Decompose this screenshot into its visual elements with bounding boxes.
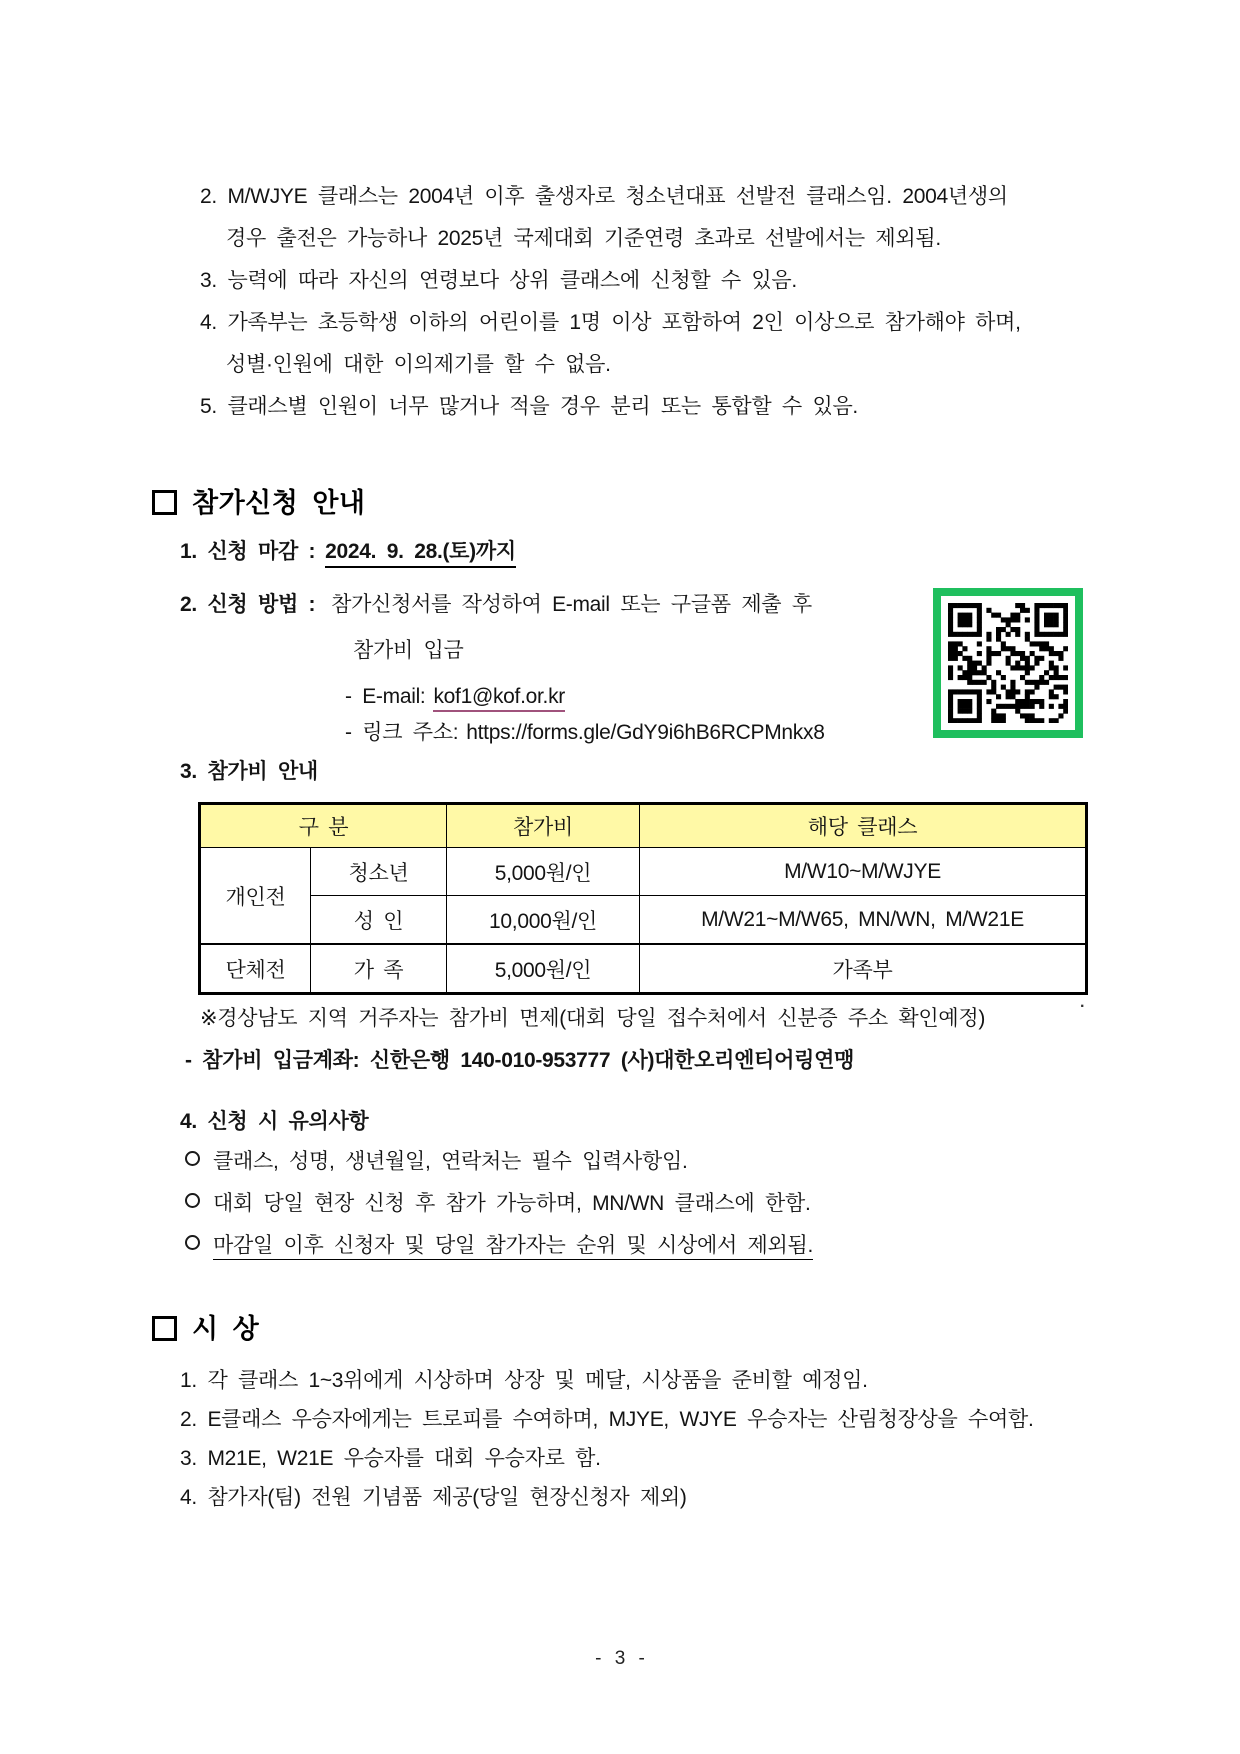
fee-table-cell-fee: 5,000원/인 [447,944,640,994]
fee-table-header-classes: 해당 클래스 [640,804,1087,848]
fee-table-cell-classes: M/W10~M/WJYE [640,848,1087,896]
qr-code-pattern [948,603,1068,723]
section-checkbox-icon [152,490,177,515]
page-number: - 3 - [595,1648,645,1669]
fee-section-title: 3. 참가비 안내 [180,760,318,783]
application-section-title: 참가신청 안내 [192,488,366,518]
method-label: 2. 신청 방법 : [180,593,316,616]
fee-table-cell-classes: M/W21~M/W65, MN/WN, M/W21E [640,896,1087,945]
deadline-label: 1. 신청 마감 : [180,540,316,563]
intro-item-4-line-2: 성별·인원에 대한 이의제기를 할 수 없음. [226,353,611,376]
caution-item-1 [185,1147,688,1177]
email-link[interactable]: kof1@kof.or.kr [433,685,565,712]
fee-table-group-individual: 개인전 [200,848,311,945]
deadline-line [180,537,516,567]
method-text: 참가신청서를 작성하여 E-mail 또는 구글폼 제출 후 [331,593,812,616]
fee-table-header-category: 구 분 [200,804,447,848]
award-item-1: 1. 각 클래스 1~3위에게 시상하며 상장 및 메달, 시상품을 준비할 예정임. [180,1369,868,1392]
caution-item-1-text: 클래스, 성명, 생년월일, 연락처는 필수 입력사항임. [213,1150,688,1173]
caution-item-3 [185,1231,813,1261]
caution-item-2-text: 대회 당일 현장 신청 후 참가 가능하며, MN/WN 클래스에 한함. [213,1192,811,1215]
awards-section-title: 시 상 [192,1314,260,1344]
fee-table [198,802,1088,995]
stray-dot-mark: · [1080,998,1086,1015]
method-line-1 [180,590,812,620]
intro-item-2-line-1: 2. M/WJYE 클래스는 2004년 이후 출생자로 청소년대표 선발전 클래스임. 2004년생의 [200,185,1008,208]
qr-code [933,588,1083,738]
fee-table-cell-sub: 성 인 [311,896,447,945]
circle-bullet-icon [185,1193,200,1208]
intro-item-3: 3. 능력에 따라 자신의 연령보다 상위 클래스에 신청할 수 있음. [200,269,797,292]
circle-bullet-icon [185,1151,200,1166]
intro-item-5: 5. 클래스별 인원이 너무 많거나 적을 경우 분리 또는 통합할 수 있음. [200,395,858,418]
intro-item-4-line-1: 4. 가족부는 초등학생 이하의 어린이를 1명 이상 포함하여 2인 이상으로 참가해야 하며, [200,311,1021,334]
form-link-line [345,718,825,748]
form-link-label: - 링크 주소: [345,721,459,744]
fee-table-cell-sub: 가 족 [311,944,447,994]
award-item-3: 3. M21E, W21E 우승자를 대회 우승자로 함. [180,1447,601,1470]
fee-table-cell-classes: 가족부 [640,944,1087,994]
form-link-url: https://forms.gle/GdY9i6hB6RCPMnkx8 [466,721,825,744]
fee-table-cell-fee: 10,000원/인 [447,896,640,945]
caution-item-3-text: 마감일 이후 신청자 및 당일 참가자는 순위 및 시상에서 제외됨. [213,1234,813,1260]
fee-table-cell-sub: 청소년 [311,848,447,896]
fee-table-group-team: 단체전 [200,944,311,994]
caution-section-title: 4. 신청 시 유의사항 [180,1110,369,1133]
caution-item-2 [185,1189,811,1219]
method-line-2: 참가비 입금 [353,639,464,662]
fee-exemption-note: ※경상남도 지역 거주자는 참가비 면제(대회 당일 접수처에서 신분증 주소 확인예정) [200,1007,986,1030]
fee-table-header-fee: 참가비 [447,804,640,848]
bank-account-line: - 참가비 입금계좌: 신한은행 140-010-953777 (사)대한오리엔티어링연맹 [185,1049,855,1072]
email-label: - E-mail: [345,685,426,708]
email-line [345,682,565,712]
intro-item-2-line-2: 경우 출전은 가능하나 2025년 국제대회 기준연령 초과로 선발에서는 제외됨. [226,227,941,250]
award-item-4: 4. 참가자(팀) 전원 기념품 제공(당일 현장신청자 제외) [180,1486,687,1509]
section-checkbox-icon [152,1316,177,1341]
award-item-2: 2. E클래스 우승자에게는 트로피를 수여하며, MJYE, WJYE 우승자는 산림청장상을 수여함. [180,1408,1034,1431]
circle-bullet-icon [185,1235,200,1250]
deadline-value: 2024. 9. 28.(토)까지 [325,540,516,568]
fee-table-cell-fee: 5,000원/인 [447,848,640,896]
